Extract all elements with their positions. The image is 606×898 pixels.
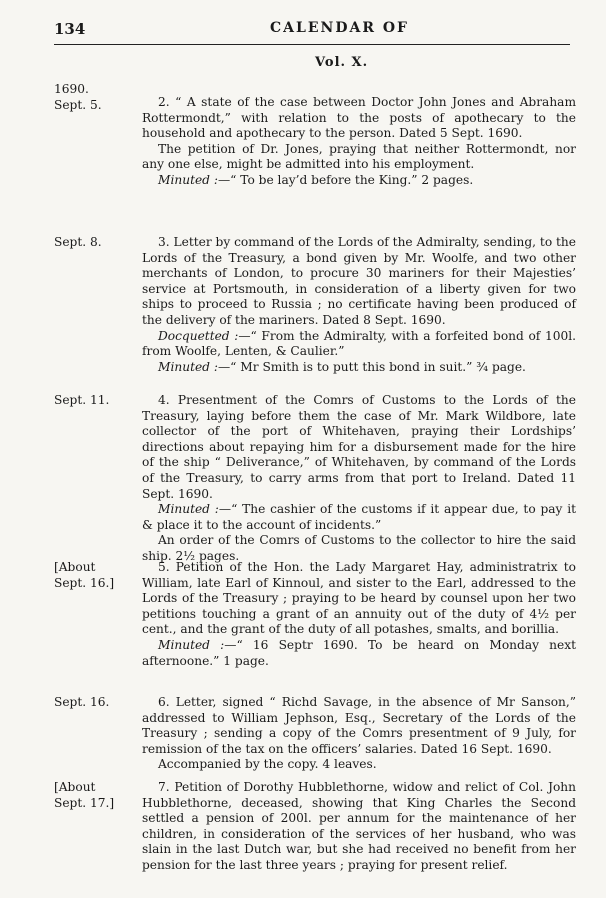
entry-paragraph: The petition of Dr. Jones, praying that neither Rottermondt, nor any one else, might be admitted into his employment. — [142, 141, 576, 172]
note-label: Minuted :— — [158, 637, 237, 652]
note-text: “ The cashier of the customs if it appear due, to pay it & place it to the account of incidents.” — [142, 502, 576, 532]
entry-body — [142, 235, 576, 375]
note-label: Minuted :— — [158, 172, 231, 187]
entry-note — [142, 757, 576, 773]
entry-date: Sept. 8. — [54, 235, 102, 249]
entry-date: Sept. 16. — [54, 695, 110, 709]
volume-heading: Vol. X. — [315, 55, 369, 70]
header-rule — [54, 44, 570, 45]
note-text: An order of the Comrs of Customs to the collector to hire the said ship. 2½ pages. — [142, 533, 576, 563]
entry-body — [142, 780, 576, 874]
entry-note — [142, 638, 576, 669]
entry-paragraph: 6. Letter, signed “ Richd Savage, in the absence of Mr Sanson,” addressed to William Jephson, Esq., Secretary of the Lords of the Treasury ; sending a copy of the Comrs presentment of 9 July, for remission of the tax on the officers’ salaries. Dated 16 Sept. 1690. — [142, 695, 576, 756]
entry-date: 1690. Sept. 5. — [54, 82, 102, 112]
entry-paragraph: 5. Petition of the Hon. the Lady Margaret Hay, administratrix to William, late Earl of Kinnoul, and sister to the Earl, addressed to the Lords of the Treasury ; praying to be heard by counsel upon her two petitions touching a grant of an annuity out of the duty of 4½ per cent., and the grant of the duty of all potashes, smalts, and borillia. — [142, 560, 576, 637]
note-text: “ Mr Smith is to putt this bond in suit.” ¾ page. — [230, 359, 526, 374]
note-label: Minuted :— — [158, 502, 232, 517]
entry-paragraph: 3. Letter by command of the Lords of the Admiralty, sending, to the Lords of the Treasury, a bond given by Mr. Woolfe, and two other merchants of London, to procure 30 mariners for their Majesties’ service at Portsmouth, in consideration of a liberty given for two ships to proceed to Russia ; no certificate having been produced of the delivery of the mariners. Dated 8 Sept. 1690. — [142, 235, 576, 327]
running-head: CALENDAR OF — [270, 20, 409, 36]
entry-date: Sept. 11. — [54, 393, 110, 407]
note-text: “ To be lay’d before the King.” 2 pages. — [230, 172, 474, 187]
page-number: 134 — [54, 20, 86, 38]
note-text: Accompanied by the copy. 4 leaves. — [158, 757, 377, 772]
note-label: Minuted :— — [158, 359, 231, 374]
entry-date: [About Sept. 17.] — [54, 780, 115, 810]
entry-body — [142, 560, 576, 669]
entry-note — [142, 360, 576, 376]
note-text: “ 16 Septr 1690. To be heard on Monday next afternoone.” 1 page. — [142, 637, 576, 668]
entry-paragraph: 7. Petition of Dorothy Hubblethorne, widow and relict of Col. John Hubblethorne, deceased, showing that King Charles the Second settled a pension of 200l. per annum for the maintenance of her children, in consideration of the services of her husband, who was slain in the last Dutch war, but she had received no benefit from her pension for the last three years ; praying for present relief. — [142, 780, 576, 872]
entry-paragraph: 2. “ A state of the case between Doctor John Jones and Abraham Rottermondt,” with relation to the posts of apothecary to the household and apothecary to the person. Dated 5 Sept. 1690. — [142, 95, 576, 141]
entry-note — [142, 173, 576, 189]
entry-note — [142, 329, 576, 360]
entry-date: [About Sept. 16.] — [54, 560, 115, 590]
entry-body — [142, 393, 576, 565]
note-label: Docquetted :— — [158, 328, 251, 343]
entry-note — [142, 502, 576, 533]
entry-body — [142, 695, 576, 773]
entry-paragraph: 4. Presentment of the Comrs of Customs to the Lords of the Treasury, laying before them the case of Mr. Mark Wildbore, late collector of the port of Whitehaven, praying their Lordships’ directions about repaying him for a disbursement made for the hire of the ship “ Deliverance,” of Whitehaven, by command of the Lords of the Treasury, to carry arms from that port to Ireland. Dated 11 Sept. 1690. — [142, 393, 576, 501]
entry-body — [142, 95, 576, 189]
note-text: “ From the Admiralty, with a forfeited bond of 100l. from Woolfe, Lenten, & Caulier.” — [142, 328, 576, 359]
